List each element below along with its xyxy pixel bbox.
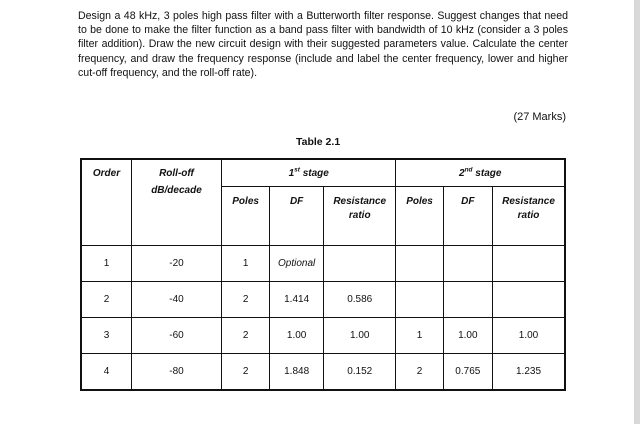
- stage1-df-cell: Optional: [270, 246, 324, 282]
- order-header: Order: [81, 159, 131, 246]
- stage1-poles-header: Poles: [221, 187, 269, 246]
- stage1-resistance-cell: 0.586: [324, 282, 396, 318]
- stage1-resistance-header: Resistance ratio: [324, 187, 396, 246]
- order-cell: 4: [81, 354, 131, 391]
- table-row: [81, 246, 565, 282]
- stage2-poles-cell: 2: [396, 354, 443, 391]
- stage1-header: 1st stage: [221, 159, 395, 187]
- stage2-resistance-cell: [493, 282, 566, 318]
- stage1-poles-cell: 2: [221, 354, 269, 391]
- rolloff-cell: -40: [131, 282, 221, 318]
- stage2-resistance-cell: 1.235: [493, 354, 566, 391]
- page-edge-shadow: [634, 0, 640, 424]
- stage2-poles-cell: [396, 246, 443, 282]
- stage2-df-cell: [443, 282, 492, 318]
- stage2-df-header: DF: [443, 187, 492, 246]
- stage2-df-cell: [443, 246, 492, 282]
- stage2-df-cell: 0.765: [443, 354, 492, 391]
- order-cell: 2: [81, 282, 131, 318]
- rolloff-cell: -80: [131, 354, 221, 391]
- header-row-1: [81, 159, 565, 187]
- stage2-header: 2nd stage: [396, 159, 565, 187]
- stage1-df-header: DF: [270, 187, 324, 246]
- table-caption: Table 2.1: [296, 136, 341, 148]
- stage1-poles-cell: 2: [221, 318, 269, 354]
- stage2-poles-header: Poles: [396, 187, 443, 246]
- stage1-df-cell: 1.00: [270, 318, 324, 354]
- stage1-resistance-cell: [324, 246, 396, 282]
- rolloff-cell: -20: [131, 246, 221, 282]
- stage2-resistance-header: Resistance ratio: [493, 187, 566, 246]
- table-row: [81, 354, 565, 391]
- question-text: Design a 48 kHz, 3 poles high pass filter with a Butterworth filter response. Suggest changes that need to be done to make the filter function as a band pass filter with bandwidth of 10 kHz (consider a 3 poles filter addition). Draw the new circuit design with their suggested parameters value. Calculate the center frequency, and draw the frequency response (include and label the center frequency, lower and higher cut-off frequency, and the roll-off rate).: [78, 10, 568, 79]
- stage2-poles-cell: [396, 282, 443, 318]
- stage1-df-cell: 1.414: [270, 282, 324, 318]
- stage1-poles-cell: 1: [221, 246, 269, 282]
- stage1-resistance-cell: 1.00: [324, 318, 396, 354]
- stage1-poles-cell: 2: [221, 282, 269, 318]
- stage2-poles-cell: 1: [396, 318, 443, 354]
- table-row: [81, 282, 565, 318]
- rolloff-header: Roll-off dB/decade: [131, 159, 221, 246]
- rolloff-cell: -60: [131, 318, 221, 354]
- stage2-resistance-cell: 1.00: [493, 318, 566, 354]
- order-cell: 3: [81, 318, 131, 354]
- marks-label: (27 Marks): [513, 111, 566, 123]
- stage1-df-cell: 1.848: [270, 354, 324, 391]
- table-row: [81, 318, 565, 354]
- stage2-resistance-cell: [493, 246, 566, 282]
- order-cell: 1: [81, 246, 131, 282]
- butterworth-table: [80, 158, 566, 391]
- stage2-df-cell: 1.00: [443, 318, 492, 354]
- stage1-resistance-cell: 0.152: [324, 354, 396, 391]
